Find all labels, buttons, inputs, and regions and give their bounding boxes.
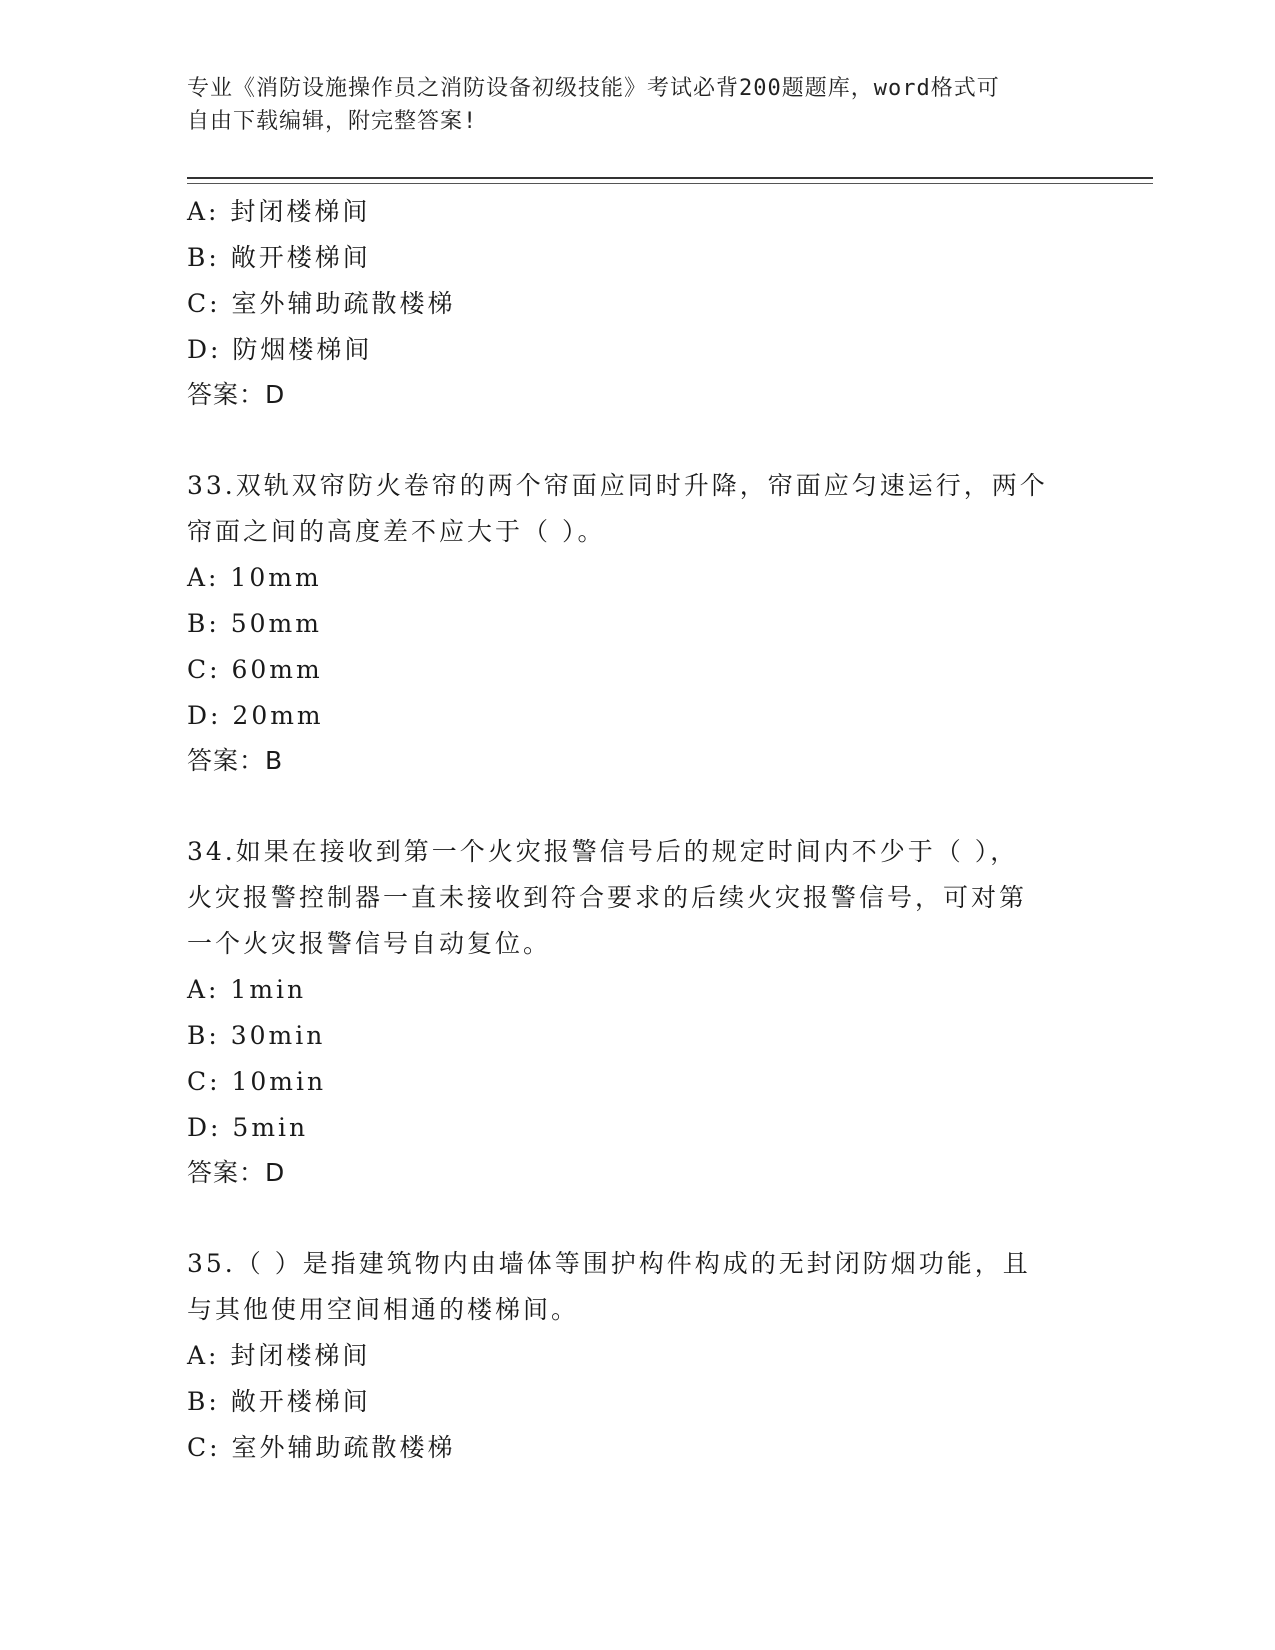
answer-line: 答案：D: [187, 380, 286, 409]
option-a: A: 封闭楼梯间: [187, 197, 371, 226]
option-d: D: 20mm: [187, 701, 324, 730]
option-c: C: 10min: [187, 1067, 327, 1096]
option-a: A: 10mm: [187, 563, 322, 592]
question-text-line: 33.双轨双帘防火卷帘的两个帘面应同时升降，帘面应匀速运行，两个: [187, 471, 1048, 500]
header-divider-thick: [187, 177, 1153, 179]
option-c: C: 室外辅助疏散楼梯: [187, 289, 456, 318]
answer-line: 答案：D: [187, 1158, 286, 1187]
question-text-line: 帘面之间的高度差不应大于（ ）。: [187, 517, 606, 546]
document-header: [187, 72, 1087, 138]
header-divider-thin: [187, 183, 1153, 184]
question-text-line: 火灾报警控制器一直未接收到符合要求的后续火灾报警信号，可对第: [187, 883, 1028, 912]
question-block-prev: [187, 189, 1087, 417]
spacer: [187, 1195, 1087, 1241]
option-b: B: 50mm: [187, 609, 322, 638]
option-a: A: 1min: [187, 975, 307, 1004]
question-block-34: [187, 829, 1087, 1195]
option-b: B: 30min: [187, 1021, 326, 1050]
option-b: B: 敞开楼梯间: [187, 243, 371, 272]
question-list: [187, 189, 1087, 1471]
option-a: A: 封闭楼梯间: [187, 1341, 371, 1370]
answer-line: 答案：B: [187, 746, 284, 775]
header-line-2: 自由下载编辑，附完整答案!: [187, 109, 478, 134]
spacer: [187, 417, 1087, 463]
option-c: C: 室外辅助疏散楼梯: [187, 1433, 456, 1462]
question-text-line: 与其他使用空间相通的楼梯间。: [187, 1295, 580, 1324]
option-c: C: 60mm: [187, 655, 323, 684]
question-text-line: 34.如果在接收到第一个火灾报警信号后的规定时间内不少于（ ），: [187, 837, 1019, 866]
option-d: D: 防烟楼梯间: [187, 335, 373, 364]
question-text-line: 一个火灾报警信号自动复位。: [187, 929, 552, 958]
option-d: D: 5min: [187, 1113, 309, 1142]
question-text-line: 35.（ ）是指建筑物内由墙体等围护构件构成的无封闭防烟功能，且: [187, 1249, 1031, 1278]
header-line-1: 专业《消防设施操作员之消防设备初级技能》考试必背200题题库，word格式可: [187, 76, 1000, 101]
spacer: [187, 783, 1087, 829]
question-block-33: [187, 463, 1087, 783]
option-b: B: 敞开楼梯间: [187, 1387, 371, 1416]
question-block-35: [187, 1241, 1087, 1471]
